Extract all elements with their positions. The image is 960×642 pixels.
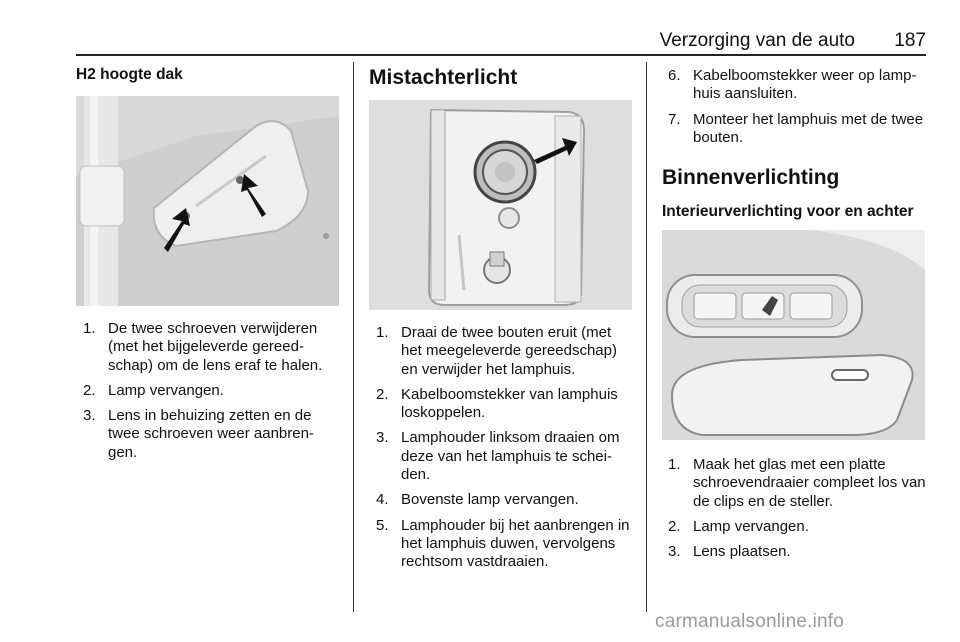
step-number: 7. xyxy=(668,110,681,128)
fog-light-image xyxy=(369,100,632,310)
step-text: Lamp vervangen. xyxy=(693,517,809,535)
list-item xyxy=(376,386,636,423)
subheading-interior-light-front-rear: Interieurverlichting voor en achter xyxy=(662,203,914,220)
step-number: 4. xyxy=(376,491,389,509)
step-number: 1. xyxy=(83,320,96,337)
step-text: Lamphouder bij het aanbrengen in het lamphuis duwen, vervolgens rechtsom vastdraaien. xyxy=(401,516,630,571)
interior-light-image xyxy=(662,230,925,440)
column-divider-left xyxy=(353,62,354,612)
roof-lamp-steps xyxy=(83,320,338,469)
step-text: Lamp vervangen. xyxy=(108,381,224,399)
roof-lamp-image xyxy=(76,96,339,306)
list-item xyxy=(668,543,926,561)
fog-light-steps xyxy=(376,324,636,579)
step-number: 2. xyxy=(83,381,96,399)
step-text: De twee schroeven verwijderen (met het bijgeleverde gereedschap) om de lens eraf te halen. xyxy=(108,320,323,374)
step-number: 3. xyxy=(668,543,681,561)
fog-light-steps-continued xyxy=(668,67,926,154)
section-heading-interior-lighting: Binnenverlichting xyxy=(662,166,840,189)
fog-light-illustration xyxy=(369,100,632,310)
running-header-title: Verzorging van de auto xyxy=(659,30,855,51)
header-rule xyxy=(76,54,926,56)
section-heading-h2-roof: H2 hoogte dak xyxy=(76,66,183,83)
step-number: 5. xyxy=(376,516,389,534)
interior-light-illustration xyxy=(662,230,925,440)
step-number: 1. xyxy=(376,324,389,341)
page-number: 187 xyxy=(894,30,926,51)
column-divider-right xyxy=(646,62,647,612)
section-heading-rear-fog-light: Mistachterlicht xyxy=(369,66,518,89)
step-text: Bovenste lamp vervangen. xyxy=(401,491,579,509)
step-text: Kabelboomstekker van lamphuis loskoppelen. xyxy=(401,385,618,422)
list-item xyxy=(83,320,338,375)
list-item xyxy=(668,67,926,104)
interior-light-steps xyxy=(668,456,926,568)
list-item xyxy=(668,456,926,511)
step-text: Lamphouder linksom draaien om deze van het lamphuis te scheiden. xyxy=(401,429,620,484)
step-number: 3. xyxy=(83,407,96,425)
list-item xyxy=(376,429,636,484)
step-number: 3. xyxy=(376,429,389,447)
list-item xyxy=(83,382,338,400)
step-number: 1. xyxy=(668,456,681,473)
step-text: Draai de twee bouten eruit (met het meegeleverde gereedschap) en verwijder het lamphuis. xyxy=(401,324,617,378)
step-number: 2. xyxy=(376,385,389,403)
step-text: Kabelboomstekker weer op lamphuis aansluiten. xyxy=(693,67,917,103)
list-item xyxy=(376,517,636,572)
step-text: Lens in behuizing zetten en de twee schroeven weer aanbrengen. xyxy=(108,407,314,461)
step-text: Monteer het lamphuis met de twee bouten. xyxy=(693,110,924,146)
list-item xyxy=(668,518,926,536)
step-text: Lens plaatsen. xyxy=(693,543,791,561)
step-number: 6. xyxy=(668,67,681,84)
list-item xyxy=(376,491,636,509)
list-item xyxy=(376,324,636,379)
step-text: Maak het glas met een platte schroevendraaier compleet los van de clips en de steller. xyxy=(693,456,926,510)
roof-lamp-illustration xyxy=(76,96,339,306)
watermark: carmanualsonline.info xyxy=(655,611,845,632)
step-number: 2. xyxy=(668,517,681,535)
list-item xyxy=(668,111,926,148)
list-item xyxy=(83,407,338,462)
